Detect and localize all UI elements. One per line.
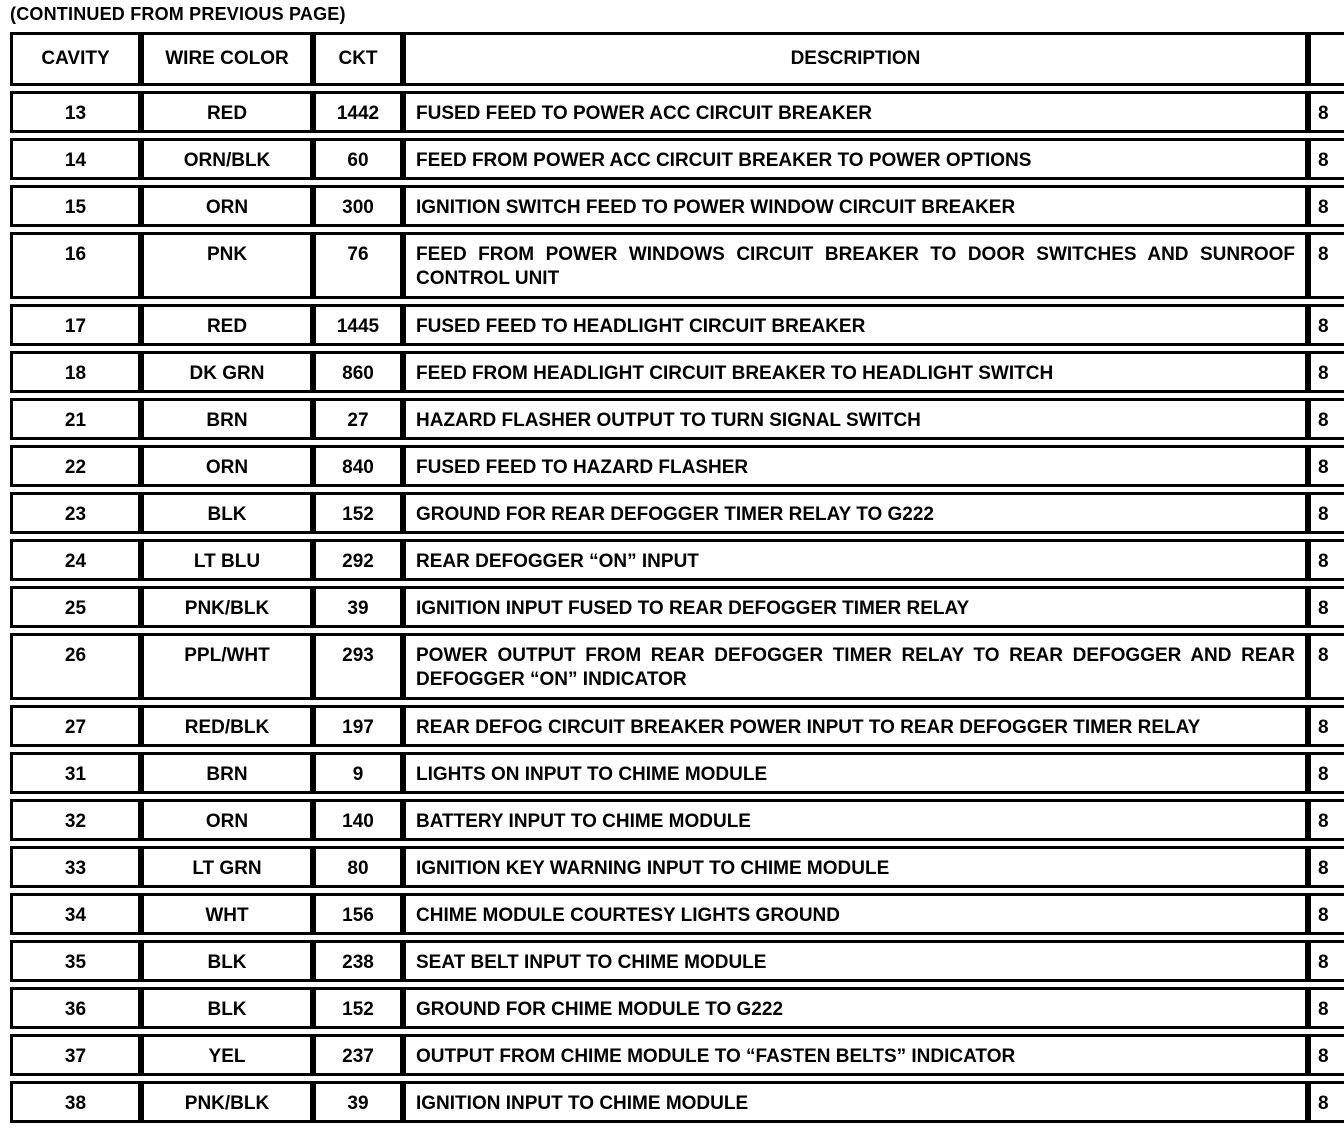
table-row — [10, 91, 1344, 133]
cell-wire-color: ORN/BLK — [141, 138, 313, 180]
cell-cavity: 18 — [10, 351, 141, 393]
cell-description: POWER OUTPUT FROM REAR DEFOGGER TIMER RELAY TO REAR DEFOGGER AND REAR DEFOGGER “ON” INDICATOR — [403, 633, 1308, 700]
cell-cavity: 33 — [10, 846, 141, 888]
table-row — [10, 1081, 1344, 1123]
cell-extra: 8 — [1308, 799, 1344, 841]
cell-wire-color: LT BLU — [141, 539, 313, 581]
cell-extra: 8 — [1308, 893, 1344, 935]
cell-ckt: 152 — [313, 987, 403, 1029]
cell-wire-color: BLK — [141, 987, 313, 1029]
table-row — [10, 586, 1344, 628]
cell-cavity: 13 — [10, 91, 141, 133]
cell-ckt: 60 — [313, 138, 403, 180]
table-row — [10, 1034, 1344, 1076]
table-row — [10, 633, 1344, 700]
table-row — [10, 846, 1344, 888]
cell-wire-color: RED/BLK — [141, 705, 313, 747]
cell-wire-color: WHT — [141, 893, 313, 935]
cell-description: BATTERY INPUT TO CHIME MODULE — [403, 799, 1308, 841]
cell-wire-color: LT GRN — [141, 846, 313, 888]
cell-extra: 8 — [1308, 351, 1344, 393]
cell-ckt: 237 — [313, 1034, 403, 1076]
continued-label: (CONTINUED FROM PREVIOUS PAGE) — [10, 4, 346, 24]
cell-description: FEED FROM POWER ACC CIRCUIT BREAKER TO POWER OPTIONS — [403, 138, 1308, 180]
table-row — [10, 799, 1344, 841]
cell-cavity: 17 — [10, 304, 141, 346]
cell-ckt: 292 — [313, 539, 403, 581]
table-row — [10, 987, 1344, 1029]
connector-table-container — [10, 32, 1344, 1136]
cell-description: IGNITION KEY WARNING INPUT TO CHIME MODULE — [403, 846, 1308, 888]
cell-description: FUSED FEED TO HAZARD FLASHER — [403, 445, 1308, 487]
cell-wire-color: ORN — [141, 185, 313, 227]
table-row — [10, 185, 1344, 227]
cell-description: IGNITION SWITCH FEED TO POWER WINDOW CIRCUIT BREAKER — [403, 185, 1308, 227]
cell-ckt: 197 — [313, 705, 403, 747]
cell-ckt: 1442 — [313, 91, 403, 133]
cell-wire-color: ORN — [141, 799, 313, 841]
cell-description: GROUND FOR REAR DEFOGGER TIMER RELAY TO G222 — [403, 492, 1308, 534]
cell-extra: 8 — [1308, 398, 1344, 440]
cell-wire-color: PNK — [141, 232, 313, 299]
cell-extra: 8 — [1308, 1081, 1344, 1123]
cell-ckt: 152 — [313, 492, 403, 534]
cell-extra: 8 — [1308, 940, 1344, 982]
column-header-extra — [1308, 32, 1344, 86]
cell-wire-color: PNK/BLK — [141, 586, 313, 628]
cell-extra: 8 — [1308, 232, 1344, 299]
cell-ckt: 238 — [313, 940, 403, 982]
cell-wire-color: BRN — [141, 752, 313, 794]
table-row — [10, 492, 1344, 534]
cell-description: LIGHTS ON INPUT TO CHIME MODULE — [403, 752, 1308, 794]
cell-ckt: 9 — [313, 752, 403, 794]
cell-extra: 8 — [1308, 846, 1344, 888]
cell-ckt: 156 — [313, 893, 403, 935]
cell-cavity: 37 — [10, 1034, 141, 1076]
cell-description: HAZARD FLASHER OUTPUT TO TURN SIGNAL SWITCH — [403, 398, 1308, 440]
table-header-row — [10, 32, 1344, 86]
cell-extra: 8 — [1308, 304, 1344, 346]
cell-ckt: 293 — [313, 633, 403, 700]
cell-cavity: 23 — [10, 492, 141, 534]
table-row — [10, 539, 1344, 581]
cell-wire-color: RED — [141, 304, 313, 346]
cell-cavity: 32 — [10, 799, 141, 841]
cell-extra: 8 — [1308, 91, 1344, 133]
cell-wire-color: PNK/BLK — [141, 1081, 313, 1123]
column-header-wire-color: WIRE COLOR — [141, 32, 313, 86]
cell-wire-color: BLK — [141, 492, 313, 534]
cell-cavity: 16 — [10, 232, 141, 299]
cell-ckt: 80 — [313, 846, 403, 888]
cell-description: IGNITION INPUT FUSED TO REAR DEFOGGER TIMER RELAY — [403, 586, 1308, 628]
table-row — [10, 138, 1344, 180]
table-row — [10, 445, 1344, 487]
cell-description: REAR DEFOG CIRCUIT BREAKER POWER INPUT TO REAR DEFOGGER TIMER RELAY — [403, 705, 1308, 747]
table-row — [10, 893, 1344, 935]
cell-ckt: 140 — [313, 799, 403, 841]
cell-cavity: 26 — [10, 633, 141, 700]
cell-ckt: 860 — [313, 351, 403, 393]
cell-extra: 8 — [1308, 1034, 1344, 1076]
cell-cavity: 35 — [10, 940, 141, 982]
cell-extra: 8 — [1308, 705, 1344, 747]
cell-description: CHIME MODULE COURTESY LIGHTS GROUND — [403, 893, 1308, 935]
cell-cavity: 27 — [10, 705, 141, 747]
cell-description: SEAT BELT INPUT TO CHIME MODULE — [403, 940, 1308, 982]
table-row — [10, 351, 1344, 393]
cell-ckt: 840 — [313, 445, 403, 487]
cell-cavity: 15 — [10, 185, 141, 227]
table-row — [10, 752, 1344, 794]
cell-cavity: 21 — [10, 398, 141, 440]
table-row — [10, 398, 1344, 440]
cell-wire-color: PPL/WHT — [141, 633, 313, 700]
cell-description: FUSED FEED TO POWER ACC CIRCUIT BREAKER — [403, 91, 1308, 133]
table-row — [10, 705, 1344, 747]
cell-ckt: 39 — [313, 1081, 403, 1123]
cell-wire-color: ORN — [141, 445, 313, 487]
cell-cavity: 14 — [10, 138, 141, 180]
table-row — [10, 940, 1344, 982]
cell-extra: 8 — [1308, 987, 1344, 1029]
cell-extra: 8 — [1308, 633, 1344, 700]
cell-wire-color: DK GRN — [141, 351, 313, 393]
cell-extra: 8 — [1308, 752, 1344, 794]
cell-extra: 8 — [1308, 445, 1344, 487]
cell-extra: 8 — [1308, 138, 1344, 180]
cell-cavity: 24 — [10, 539, 141, 581]
cell-description: OUTPUT FROM CHIME MODULE TO “FASTEN BELTS” INDICATOR — [403, 1034, 1308, 1076]
cell-cavity: 22 — [10, 445, 141, 487]
cell-wire-color: RED — [141, 91, 313, 133]
cell-description: REAR DEFOGGER “ON” INPUT — [403, 539, 1308, 581]
cell-ckt: 76 — [313, 232, 403, 299]
cell-cavity: 25 — [10, 586, 141, 628]
cell-cavity: 31 — [10, 752, 141, 794]
cell-cavity: 38 — [10, 1081, 141, 1123]
cell-wire-color: YEL — [141, 1034, 313, 1076]
cell-extra: 8 — [1308, 185, 1344, 227]
cell-description: FUSED FEED TO HEADLIGHT CIRCUIT BREAKER — [403, 304, 1308, 346]
table-body — [10, 86, 1344, 1123]
cell-wire-color: BRN — [141, 398, 313, 440]
cell-cavity: 36 — [10, 987, 141, 1029]
cell-extra: 8 — [1308, 539, 1344, 581]
connector-cavity-table — [10, 32, 1344, 1123]
column-header-ckt: CKT — [313, 32, 403, 86]
cell-extra: 8 — [1308, 586, 1344, 628]
column-header-description: DESCRIPTION — [403, 32, 1308, 86]
cell-description: FEED FROM HEADLIGHT CIRCUIT BREAKER TO HEADLIGHT SWITCH — [403, 351, 1308, 393]
cell-ckt: 300 — [313, 185, 403, 227]
cell-extra: 8 — [1308, 492, 1344, 534]
cell-wire-color: BLK — [141, 940, 313, 982]
cell-description: IGNITION INPUT TO CHIME MODULE — [403, 1081, 1308, 1123]
column-header-cavity: CAVITY — [10, 32, 141, 86]
cell-ckt: 27 — [313, 398, 403, 440]
cell-description: FEED FROM POWER WINDOWS CIRCUIT BREAKER TO DOOR SWITCHES AND SUNROOF CONTROL UNIT — [403, 232, 1308, 299]
table-row — [10, 304, 1344, 346]
table-row — [10, 232, 1344, 299]
cell-ckt: 1445 — [313, 304, 403, 346]
cell-description: GROUND FOR CHIME MODULE TO G222 — [403, 987, 1308, 1029]
cell-cavity: 34 — [10, 893, 141, 935]
cell-ckt: 39 — [313, 586, 403, 628]
